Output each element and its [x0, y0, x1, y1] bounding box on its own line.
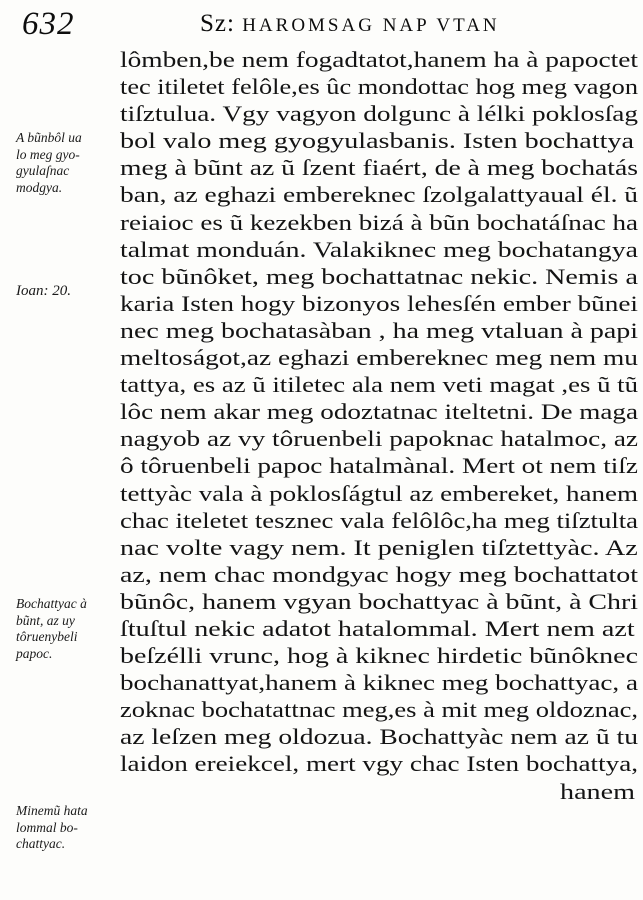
text-line: meg à bũnt az ũ ſzent fiaért, de à meg bochatás — [120, 155, 639, 181]
margin-note-healing-from-sin — [16, 130, 120, 196]
text-line: zoknac bochatattnac meg,es à mit meg oldoznac, — [120, 697, 638, 723]
text-line: lômben,be nem fogadtatot,hanem ha à papoctet — [120, 47, 639, 72]
text-line: ô tôruenbeli papoc hatalmànal. Mert ot nem tiſz — [120, 453, 638, 479]
text-line: bũnôc, hanem vgyan bochattyac à bũnt, à Chri — [120, 588, 638, 614]
running-head — [200, 10, 500, 38]
text-line: az leſzen meg oldozua. Bochattyàc nem az ũ tu — [120, 724, 638, 750]
margin-note-line: lommal bo- — [16, 819, 78, 835]
body-text — [120, 46, 638, 805]
running-head-lead: Sz: — [200, 10, 243, 37]
margin-note-line: A bũnbôl ua — [16, 130, 82, 145]
margin-note-line: Ioan: 20. — [16, 283, 71, 299]
text-line: nec meg bochatasàban , ha meg vtaluan à papi — [120, 317, 639, 343]
text-line: ſtuſtul nekic adatot hatalommal. Mert nem azt — [120, 615, 635, 641]
text-line: nagyob az vy tôruenbeli papoknac hatalmoc, az — [120, 426, 638, 452]
page-number: 632 — [22, 6, 75, 42]
text-line: bol valo meg gyogyulasbanis. Isten bochattya — [120, 128, 634, 154]
text-line last-line: hanem — [560, 778, 635, 804]
text-line: tattya, es az ũ itiletec ala nem veti magat ,es ũ tũ — [120, 372, 638, 398]
text-line: ban, az eghazi embereknec ſzolgalattyaual él. ũ — [120, 182, 639, 208]
margin-note-line: chattyac. — [16, 836, 66, 851]
margin-note-new-law-priests — [16, 596, 120, 662]
margin-note-line: Bochattyac à — [16, 596, 87, 611]
text-line: laidon ereiekcel, mert vgy chac Isten bochattya, — [120, 751, 639, 777]
margin-note-line: bũnt, az uy — [16, 612, 75, 628]
text-line: bochanattyat,hanem à kiknec meg bochattyac, a — [120, 670, 638, 696]
text-line: tec itiletet felôle,es ûc mondottac hog meg vagon — [120, 74, 639, 100]
margin-note-line: Minemũ hata — [16, 803, 88, 818]
text-line: tettyàc vala à poklosſágtul az embereket, hanem — [120, 480, 638, 506]
text-line: talmat monduán. Valakiknec meg bochatangya — [120, 236, 638, 262]
text-line: karia Isten hogy bizonyos lehesſén ember bũnei — [120, 290, 638, 316]
text-line: toc bũnôket, meg bochattatnac nekic. Nemis a — [120, 263, 638, 289]
margin-note-line: gyulaſnac — [16, 163, 70, 178]
margin-note-scripture-reference — [16, 283, 120, 300]
text-line: tiſztulua. Vgy vagyon dolgunc à lélki poklosſag — [120, 101, 639, 127]
margin-note-line: modgya. — [16, 179, 63, 195]
margin-note-power-of-forgiveness — [16, 803, 120, 853]
text-line: reiaioc es ũ kezekben bizá à bũn bochatáſnac ha — [120, 209, 639, 235]
text-line: az, nem chac mondgyac hogy meg bochattatot — [120, 561, 639, 587]
margin-note-line: tôruenybeli — [16, 629, 78, 644]
text-line: nac volte vagy nem. It peniglen tiſztettyàc. Az — [120, 534, 638, 560]
margin-note-line: papoc. — [16, 645, 53, 661]
text-line: lôc nem akar meg odoztatnac iteltetni. De maga — [120, 399, 638, 425]
margin-note-line: lo meg gyo- — [16, 146, 80, 162]
running-head-title: HAROMSAG NAP VTAN — [242, 15, 500, 36]
text-line: beſzélli vrunc, hog à kiknec hirdetic bũnôknec — [120, 643, 639, 669]
text-line: meltoságot,az eghazi embereknec meg nem mu — [120, 345, 638, 371]
text-line: chac iteletet tesznec vala felôlôc,ha meg tiſztulta — [120, 507, 639, 533]
